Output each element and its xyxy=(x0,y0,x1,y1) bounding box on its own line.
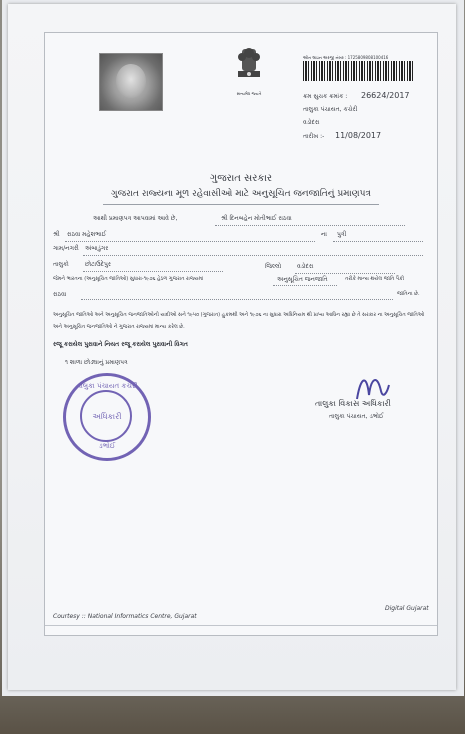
village-line xyxy=(83,255,423,256)
date-label: તારીખ :- xyxy=(303,133,325,140)
name-line xyxy=(215,225,405,226)
seal-top-text: તાલુકા પંચાયત કચેરી xyxy=(76,382,138,390)
seal-bottom-text: ડભોઈ xyxy=(98,442,116,450)
district-value: વડોદરા xyxy=(297,263,314,270)
office-line1: તાલુકા પંચાયત, કચેરી xyxy=(303,106,358,113)
certificate-title: ગુજરાત રાજ્યના મૂળ રહેવાસીઓ માટે અનુસૂચિત જનજાતિનું પ્રમાણપત્ર xyxy=(111,189,371,199)
taluka-line xyxy=(83,271,223,272)
taluka-label: તાલુકો xyxy=(53,261,69,268)
certificate-number: 26624/2017 xyxy=(361,91,410,100)
district-label: જિલ્લો xyxy=(265,263,282,270)
title-underline xyxy=(103,204,379,205)
tribe-value: અનુસૂચિત જનજાતિ xyxy=(277,276,328,283)
certificate xyxy=(44,32,438,636)
footer-brand: Digital Gujarat xyxy=(385,605,429,612)
taluka-value: છોટાઉદેપુર xyxy=(85,261,111,268)
shri-label: શ્રી xyxy=(53,231,60,238)
father-name: રાઠવા મહેશભાઈ xyxy=(67,231,107,238)
national-emblem-icon xyxy=(231,45,267,91)
tribe-suffix: તરીકે માન્ય થયેલ જાતિ પૈકી xyxy=(345,276,405,282)
relation-line xyxy=(333,241,423,242)
office-line2: વડોદરા xyxy=(303,119,320,126)
legal-paragraph: અનુસૂચિત જાતિઓ અને અનુસૂચિત જનજાતિઓની યાદીઓ સને ૧૯૫૦ (ગુજરાત) હુકમથી અને ૧૯૭૬ ના સુધારા અધિનિયમ થી પ્રાપ્ય આધિન રહ્યા છે તે સરકાર ના અનુસૂચિત જાતિઓ અને અનુસૂચિત જનજાતિઓ ને ગુજરાત રાજ્યમાં માન્ય કરેલ છે. xyxy=(53,312,425,330)
official-seal xyxy=(63,373,151,461)
seal-center-text: અધિકારી xyxy=(92,412,122,421)
na-label: ના xyxy=(321,231,327,238)
footer-credit: Courtesy :: National Informatics Centre, Gujarat xyxy=(53,613,197,620)
order-text: જેમને ભારતના (અનુસૂચિત જાતિઓ) સુધારા-૧૯૭૬ હેઠળ ગુજરાત રાજ્યમાં xyxy=(53,276,204,282)
caste-suffix: જાતિના છે. xyxy=(397,291,420,297)
line1-prefix: આથી પ્રમાણપત્ર આપવામાં આવે છે, xyxy=(93,215,178,222)
application-number: ઓન લાઇન અરજી નંબર : 1725809808100416 xyxy=(303,55,389,60)
issue-date: 11/08/2017 xyxy=(335,131,382,140)
footer-rule xyxy=(45,625,437,626)
district-line xyxy=(295,273,395,274)
village-value: અંબાડુંગર xyxy=(85,245,109,252)
caste-label: રાઠવા xyxy=(53,291,67,298)
relation: પુત્રી xyxy=(337,231,347,238)
evidence-item-1: ૧ શાળા છોડ્યાનું પ્રમાણપત્ર xyxy=(65,359,128,366)
village-label: ગામ/નગરી xyxy=(53,245,79,252)
applicant-photo xyxy=(99,53,163,111)
signatory-place: તાલુકા પંચાયત, ડભોઈ xyxy=(329,413,384,420)
applicant-name: શ્રી દિનબહેન મોતીભાઈ રાઠવા xyxy=(221,215,292,222)
father-line xyxy=(65,241,315,242)
document-sheet xyxy=(8,4,456,690)
evidence-heading: રજૂ કરાયેલ પુરાવાને નિયત રજૂ કરાયેલ પુરાવાની વિગત xyxy=(53,341,188,348)
cert-no-label: ક્રમ સુચક ક્રમાંક : xyxy=(303,93,348,100)
tribe-line xyxy=(273,285,337,286)
emblem-caption: સત્યમેવ જયતે xyxy=(236,91,262,96)
caste-line xyxy=(81,299,393,300)
signatory-name: તાલુકા વિકાસ અધિકારી xyxy=(315,399,391,408)
barcode xyxy=(303,61,413,81)
government-title: ગુજરાત સરકાર xyxy=(209,173,273,184)
